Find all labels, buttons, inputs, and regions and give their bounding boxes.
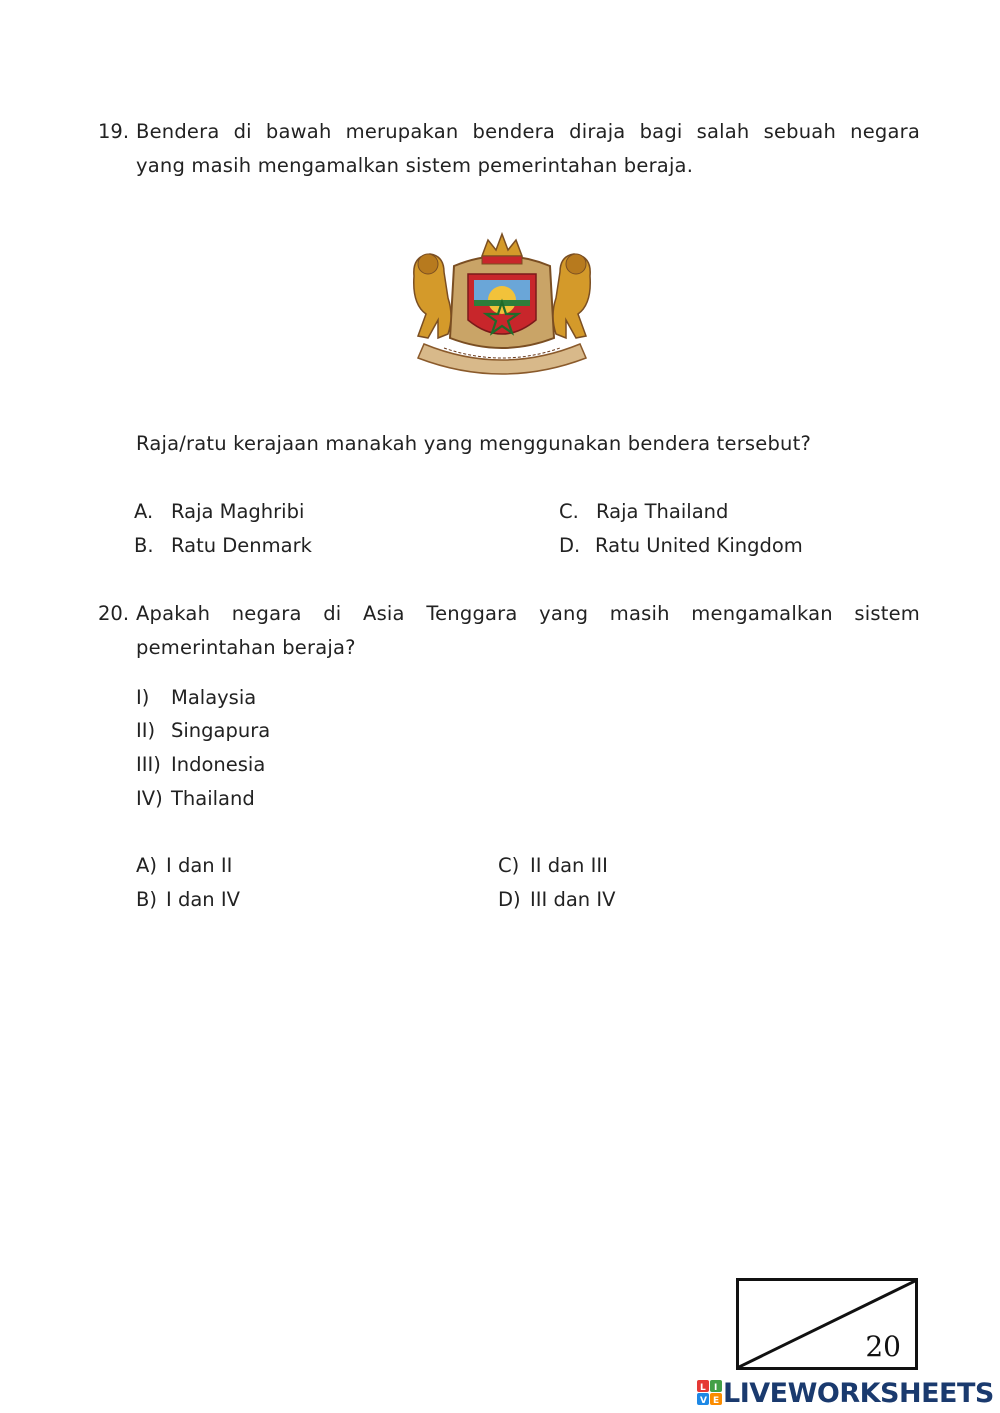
statement-numeral: I) — [136, 686, 150, 709]
statement-numeral: II) — [136, 719, 156, 742]
option-text: I dan II — [166, 854, 233, 877]
score-box-value: 20 — [865, 1330, 901, 1363]
question-19-option-d[interactable] — [559, 534, 803, 557]
statement-item — [136, 719, 271, 742]
option-letter: C. — [559, 500, 579, 523]
statement-text: Indonesia — [171, 753, 266, 776]
question-20-option-b[interactable] — [136, 888, 240, 911]
svg-text:E: E — [713, 1396, 720, 1406]
svg-text:I: I — [714, 1383, 718, 1393]
option-text: Ratu United Kingdom — [595, 534, 803, 557]
statement-item — [136, 753, 266, 776]
question-19-option-b[interactable] — [134, 534, 312, 557]
question-19-number: 19. — [98, 120, 130, 143]
option-text: Raja Thailand — [596, 500, 729, 523]
statement-item — [136, 787, 255, 810]
question-20-option-a[interactable] — [136, 854, 233, 877]
question-20-text-line-2: pemerintahan beraja? — [136, 636, 356, 659]
option-text: Raja Maghribi — [171, 500, 305, 523]
question-19-text-line-1: Bendera di bawah merupakan bendera diraja bagi salah sebuah negara — [136, 120, 920, 143]
option-text: I dan IV — [166, 888, 240, 911]
option-letter: A. — [134, 500, 154, 523]
question-20-number: 20. — [98, 602, 130, 625]
option-letter: B) — [136, 888, 157, 911]
question-20-text-line-1: Apakah negara di Asia Tenggara yang masih mengamalkan sistem — [136, 602, 920, 625]
moroccan-coat-of-arms-image — [404, 226, 600, 378]
svg-text:V: V — [700, 1396, 707, 1406]
question-20-option-c[interactable] — [498, 854, 608, 877]
option-text: II dan III — [530, 854, 608, 877]
statement-item — [136, 686, 257, 709]
option-letter: D. — [559, 534, 581, 557]
question-19-text-line-2: yang masih mengamalkan sistem pemerintahan beraja. — [136, 154, 694, 177]
statement-numeral: IV) — [136, 787, 163, 810]
liveworksheets-logo[interactable] — [697, 1378, 994, 1408]
option-text: Ratu Denmark — [171, 534, 312, 557]
statement-text: Malaysia — [171, 686, 257, 709]
liveworksheets-logo-text: LIVEWORKSHEETS — [723, 1377, 994, 1409]
option-text: III dan IV — [530, 888, 616, 911]
question-20-option-d[interactable] — [498, 888, 616, 911]
option-letter: C) — [498, 854, 520, 877]
question-19-option-a[interactable] — [134, 500, 305, 523]
score-box — [736, 1278, 918, 1370]
option-letter: D) — [498, 888, 521, 911]
liveworksheets-badge-icon — [697, 1380, 723, 1406]
statement-text: Thailand — [171, 787, 255, 810]
statement-text: Singapura — [171, 719, 271, 742]
statement-numeral: III) — [136, 753, 161, 776]
question-19-option-c[interactable] — [559, 500, 729, 523]
question-19-prompt: Raja/ratu kerajaan manakah yang menggunakan bendera tersebut? — [136, 432, 811, 455]
option-letter: B. — [134, 534, 154, 557]
option-letter: A) — [136, 854, 157, 877]
svg-text:L: L — [700, 1383, 706, 1393]
